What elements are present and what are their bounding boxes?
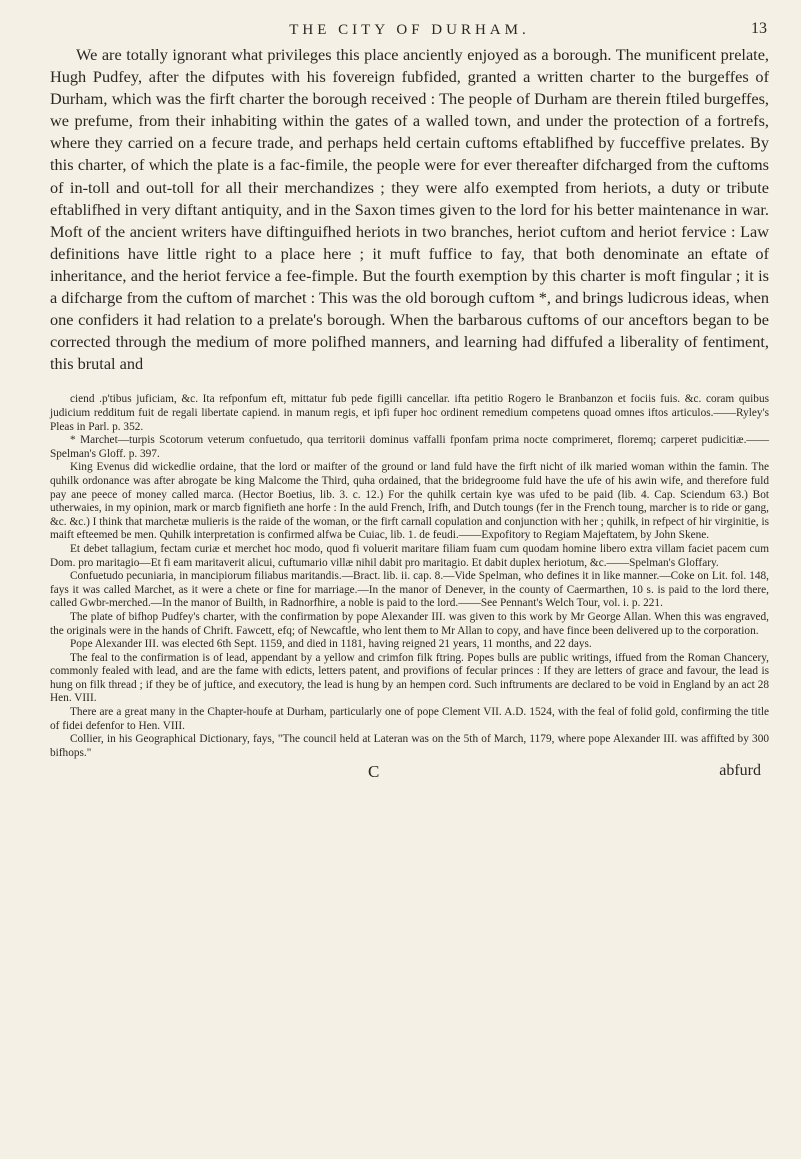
page-number: 13 [751, 20, 767, 37]
footnote: The feal to the confirmation is of lead, appendant by a yellow and crimfon filk ftring. Popes bulls are public writings, iffued from the Roman Chancery, commonly fealed with lead, and are the fame with edicts, letters patent, and provifions of fecular princes : If they are letters of grace and favour, the lead is hung on filk thread ; if they be of juftice, and executory, the lead is hung by an hempen cord. Such inftruments are declared to be void in England by an act 28 Hen. VIII. [50, 651, 769, 705]
footnote: Collier, in his Geographical Dictionary, fays, "The council held at Lateran was on the 5th of March, 1179, where pope Alexander III. was affifted by 300 bifhops." [50, 733, 769, 759]
body-paragraph: We are totally ignorant what privileges this place anciently enjoyed as a borough. The munificent prelate, Hugh Pudfey, after the difputes with his fovereign fubfided, granted a written charter to the burgeffes of Durham, which was the firft charter the borough received : The people of Durham are therein ftiled burgeffes, we prefume, from their inhabiting within the gates of a walled town, and under the protection of a fortrefs, where they carried on a fecure trade, and perhaps held certain cuftoms eftablifhed by fucceffive prelates. By this charter, of which the plate is a fac-fimile, the people were for ever thereafter difcharged from the cuftoms of in-toll and out-toll for all their merchandizes ; they were alfo exempted from heriots, a duty or tribute eftablifhed in very diftant antiquity, and in the Saxon times given to the lord for his better maintenance in war. Moft of the ancient writers have diftinguifhed heriots in two branches, heriot cuftom and heriot fervice : Law definitions have little right to a place here ; it muft fuffice to fay, that both denominate an eftate of inheritance, and the heriot fervice a fee-fimple. But the fourth exemption by this charter is moft fingular ; it is a difcharge from the cuftom of marchet : This was the old borough cuftom *, and brings ludicrous ideas, when one confiders it had relation to a prelate's borough. When the barbarous cuftoms of our anceftors began to be corrected through the medium of more polifhed manners, and learning had diffufed a liberality of fentiment, this brutal and [50, 45, 769, 374]
footnote: Pope Alexander III. was elected 6th Sept. 1159, and died in 1181, having reigned 21 years, 11 months, and 22 days. [70, 638, 592, 651]
page-footer [50, 762, 769, 784]
footnote: Et debet tallagium, fectam curiæ et merchet hoc modo, quod fi voluerit maritare filiam fuam cum quodam homine libero extra villam faciet pacem cum Dom. pro maritagio—Et fi eam maritaverit alicui, cuftumario villæ nihil dabit pro maritagio. Et dabit duplex heriotum, &c.——Spelman's Gloffary. [50, 542, 769, 569]
running-title: THE CITY OF DURHAM. [289, 22, 530, 38]
footnote: * Marchet—turpis Scotorum veterum confuetudo, qua territorii dominus vaffalli fponfam prima nocte comprimeret, floremq; carperet pudicitiæ.——Spelman's Gloff. p. 397. [50, 434, 769, 460]
footnote: The plate of bifhop Pudfey's charter, with the confirmation by pope Alexander III. was given to this work by Mr George Allan. When this was engraved, the originals were in the hands of Chrift. Fawcett, efq; of Newcaftle, who lent them to Mr Allan to copy, and have fince been delivered up to the corporation. [50, 610, 769, 637]
signature-mark: C [368, 762, 380, 782]
footnote: There are a great many in the Chapter-houfe at Durham, particularly one of pope Clement VII. A.D. 1524, with the feal of folid gold, confirming the title of fidei defenfor to Hen. VIII. [50, 706, 769, 732]
footnote: ciend .p'tibus juficiam, &c. Ita refponfum eft, mittatur fub pede figilli cancellar. ifta petitio Rogero le Branbanzon et fociis fuis. &c. coram quibus judicium redditum fuit de regali libertate capiend. in manum regis, et ipfi fuper hoc ordinent remedium competens quoad omnes iftos articulos.——Ryley's Pleas in Parl. p. 352. [50, 393, 769, 433]
footnotes [50, 393, 769, 760]
page-header [50, 14, 769, 44]
footnote: King Evenus did wickedlie ordaine, that the lord or maifter of the ground or land fuld have the firft nicht of ilk maried woman within the famin. The quhilk ordonance was after abrogate be king Malcome the Third, quha ordained, that the bridegroome fuld have the ufe of his awin wife, and therefore fuld pay ane peece of money called marca. (Hector Boetius, lib. 3. c. 12.) For the quhilk certain kye was ufed to be paid (lib. 4. Cap. Sciendum 63.) Bot utherwaies, in my opinion, mark or marcb fignifieth ane horfe : In the auld French, Irifh, and Dutch toungs (fer in the French toung, marcher is to ride or gang, &c. &c.) I think that marchetæ mulieris is the raide of the woman, or the firft carnall copulation and conjunction with her ; quhilk, in refpect of hir virginitie, is maift efteemed be men. Quhilk interpretation is confirmed alfwa be Cuiac, lib. 1. de feudi.——Expofitory to Regiam Majeftatem, by John Skene. [50, 461, 769, 542]
footnote: Confuetudo pecuniaria, in mancipiorum filiabus maritandis.—Bract. lib. ii. cap. 8.—Vide Spelman, who defines it in like manner.—Coke on Lit. fol. 148, fays it was called Marchet, as it were a chete or fine for marriage.—In the manor of Denever, in the county of Caermarthen, 10 s. is paid to the lord there, called Gwbr-merched.—In the manor of Builth, in Radnorfhire, a noble is paid to the lord.——See Pennant's Welch Tour, vol. i. p. 221. [50, 570, 769, 610]
catchword: abfurd [719, 762, 761, 780]
main-text [50, 44, 769, 375]
